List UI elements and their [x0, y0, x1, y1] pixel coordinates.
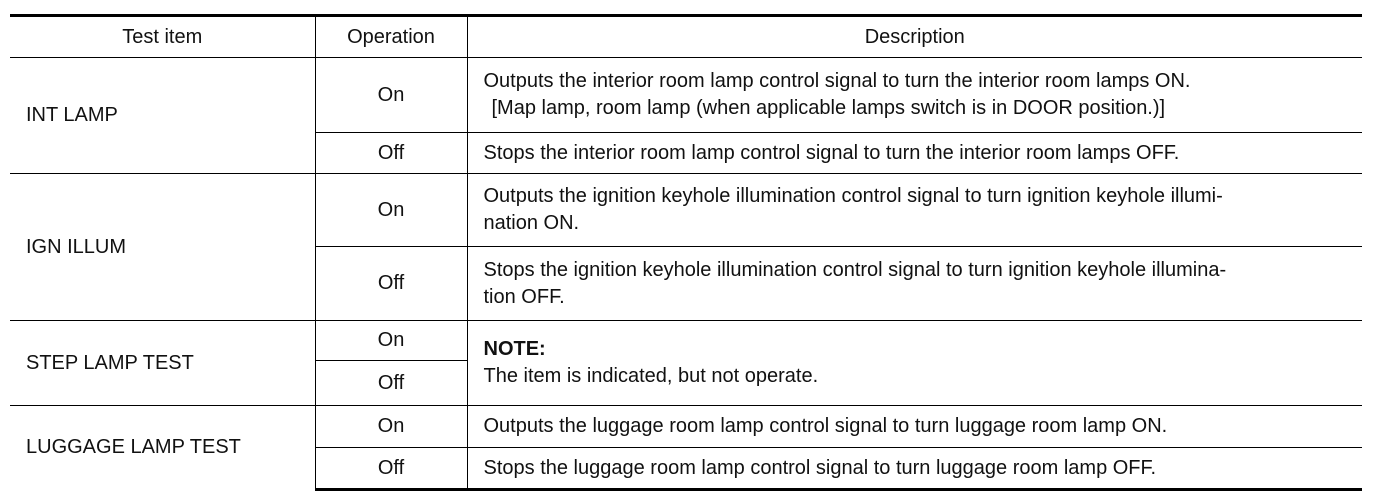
- table-row: [10, 406, 1362, 448]
- note-label: NOTE:: [483, 338, 546, 360]
- table-row: [10, 321, 1362, 361]
- description-line: nation ON.: [483, 212, 580, 234]
- operation-cell: Off: [315, 448, 467, 490]
- operation-cell: Off: [315, 133, 467, 174]
- description-line: Stops the ignition keyhole illumination control signal to turn ignition keyhole illumina-: [483, 258, 1227, 281]
- test-item-cell: LUGGAGE LAMP TEST: [10, 406, 315, 490]
- operation-cell: On: [315, 321, 467, 361]
- operation-cell: On: [315, 174, 467, 247]
- description-cell: [467, 321, 1362, 406]
- description-cell: Outputs the luggage room lamp control signal to turn luggage room lamp ON.: [467, 406, 1362, 448]
- header-description: Description: [467, 16, 1362, 58]
- description-cell: [467, 174, 1362, 247]
- header-row: [10, 16, 1362, 58]
- table-row: [10, 174, 1362, 247]
- description-line: Outputs the interior room lamp control signal to turn the interior room lamps ON.: [483, 70, 1191, 92]
- description-line: [Map lamp, room lamp (when applicable lamps switch is in DOOR position.)]: [491, 97, 1166, 119]
- operation-cell: Off: [315, 361, 467, 406]
- operation-cell: On: [315, 58, 467, 133]
- note-text: The item is indicated, but not operate.: [483, 365, 819, 387]
- description-line: tion OFF.: [483, 285, 565, 308]
- test-item-cell: STEP LAMP TEST: [10, 321, 315, 406]
- test-item-cell: INT LAMP: [10, 58, 315, 174]
- operation-cell: Off: [315, 247, 467, 321]
- operation-cell: On: [315, 406, 467, 448]
- description-cell: [467, 247, 1362, 321]
- description-cell: [467, 58, 1362, 133]
- header-operation: Operation: [315, 16, 467, 58]
- table-row: [10, 58, 1362, 133]
- test-item-table: [10, 14, 1362, 491]
- description-cell: Stops the luggage room lamp control signal to turn luggage room lamp OFF.: [467, 448, 1362, 490]
- description-line: Outputs the ignition keyhole illumination control signal to turn ignition keyhole illumi-: [483, 185, 1223, 207]
- header-test-item: Test item: [10, 16, 315, 58]
- test-item-cell: IGN ILLUM: [10, 174, 315, 321]
- description-cell: Stops the interior room lamp control signal to turn the interior room lamps OFF.: [467, 133, 1362, 174]
